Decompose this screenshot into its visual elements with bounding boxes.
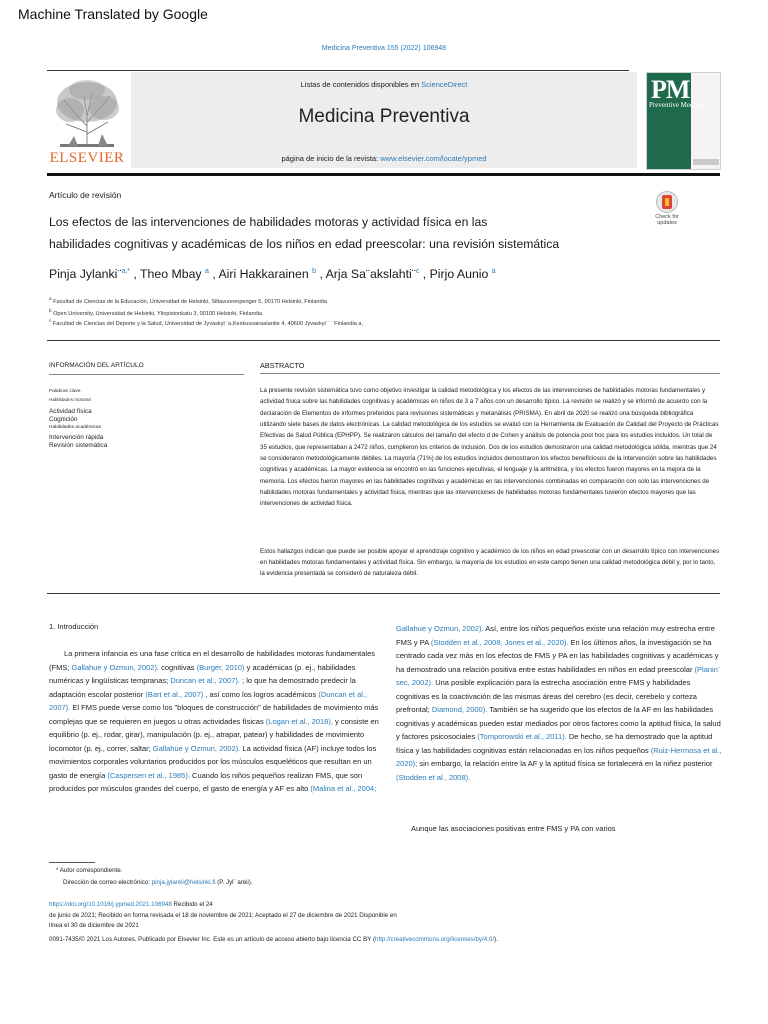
author-affiliation-marker[interactable]: a	[491, 267, 496, 275]
article-history	[49, 900, 719, 932]
citation-link[interactable]: (Planin¨ sec, 2002).	[396, 664, 721, 687]
citation-link[interactable]: (Duncan et al., 2007).	[49, 689, 368, 712]
author-name[interactable]: , Pirjo Aunio	[422, 267, 489, 281]
email-suffix: (P. Jyl¨ anki).	[215, 879, 253, 886]
author-affiliation-marker[interactable]: b	[312, 267, 317, 275]
machine-translation-label: Machine Translated by Google	[18, 6, 208, 22]
license-link[interactable]: http://creativecommons.org/licenses/by/4.0/	[375, 936, 495, 943]
keyword: Revisión sistemática	[49, 441, 108, 449]
citation-link[interactable]: (Stodden et al., 2008; Jones et al., 2020).	[430, 637, 569, 647]
abstract-paragraph-1: La presente revisión sistemática tuvo como objetivo investigar la calidad metodológica y los efectos de las intervenciones de habilidades motoras fundamentales y actividad física sobre las habilidades cognitivas y académicas en niños de 3 a 7 años con un desarrollo típico. La revisión se realizó y se informó de acuerdo con la declaración de Elementos de informes preferidos para revisiones sistemáticas y metanálisis (PRISMA). En abril de 2020 se realizó una búsqueda bibliográfica utilizando siete bases de datos electrónicas. La calidad metodológica de los estudios se evaluó con la Herramienta de Evaluación de Calidad del Proyecto de Prácticas Efectivas de Salud Pública (EPHPP). Se realizaron cálculos del tamaño del efecto d de Cohen y análisis de potencia post hoc para los estudios incluidos. Un total de 35 estudios, que representaban a 2472 niños, cumplieron los criterios de inclusión. Dos de los estudios demostraron una calidad metodológica sólida, mientras que 24 se consideraron metodológicamente débiles. La mayoría (71%) de los estudios incluidos demostraron los efectos beneficiosos de la intervención sobre las habilidades cognitivas y académicas. La mayor evidencia se encontró en las funciones ejecutivas, el lenguaje y la aritmética, y los efectos fueron mayores en la mejora de la memoria. Los efectos fueron mayores en las habilidades cognitivas y académicas en las intervenciones combinadas en comparación con solo las intervenciones de habilidades motoras fundamentales y actividad física, mientras que las intervenciones de habilidades motoras fundamentales tuvieron efectos mayores que las intervenciones de actividad física.	[260, 387, 719, 508]
journal-reference-link[interactable]: Medicina Preventiva 155 (2022) 106948	[321, 45, 447, 52]
body-column-right	[396, 622, 724, 784]
keyword: Cognición	[49, 416, 78, 424]
abstract-heading: ABSTRACTO	[260, 361, 305, 370]
intro-paragraph-continued	[396, 622, 724, 784]
journal-homepage-line	[131, 154, 637, 163]
journal-title: Medicina Preventiva	[298, 106, 470, 127]
body-text: . cognitivas	[156, 662, 197, 672]
affiliation-text: Facultad de Ciencias del Deporte y la Salud, Universidad de Jyvaskyl ¨a,Keskussairaalantie 4, 40600 Jyvaskyl ¨ ¨ Finlandia a,	[51, 320, 364, 327]
check-updates-label: Check for updates	[655, 214, 679, 226]
keywords-label: Palabras clave:	[49, 389, 82, 394]
header-top-rule	[47, 70, 629, 71]
body-text: El FMS puede verse como los "bloques de construcción" de habilidades de movimiento más complejas que se requieren en juegos u otras actividades físicas	[49, 703, 379, 726]
body-text: ; lo que ha demostrado predecir la adaptación escolar posterior	[49, 676, 356, 699]
homepage-link[interactable]: www.elsevier.com/locate/ypmed	[380, 154, 487, 163]
article-info-rule	[49, 374, 244, 375]
license-suffix: ).	[494, 936, 498, 943]
citation-link[interactable]: Gallahue y Ozmun, 2002).	[396, 624, 484, 633]
license-statement	[49, 936, 749, 943]
cover-pm-text: PM	[651, 75, 690, 104]
body-paragraph-start: Aunque las asociaciones positivas entre FMS y PA con varios	[411, 824, 616, 833]
body-text: La actividad física (AF) incluye todos los movimientos corporales voluntarios producidos por los músculos esqueléticos que resultan en un gasto de energía	[49, 743, 377, 780]
homepage-prefix: página de inicio de la revista:	[281, 154, 381, 163]
history-line-3: línea el 30 de diciembre de 2021	[49, 922, 139, 929]
keyword-list	[49, 408, 239, 450]
body-text: sin embargo, la relación entre la AF y la aptitud física se fortalecerá en la niñez posterior	[417, 759, 713, 768]
email-link[interactable]: pinja.jylanki@helsinki.fi	[151, 879, 216, 886]
doi-link[interactable]: https://doi.org/10.1016/j.ypmed.2021.106948	[49, 901, 172, 908]
received-text: Recibido el 24	[171, 901, 213, 908]
body-text: De hecho, se ha demostrado que la aptitud física y las habilidades cognitivas están relacionadas en los niños pequeños	[396, 732, 713, 755]
author-name[interactable]: , Airi Hakkarainen	[212, 267, 309, 281]
body-text: En los últimos años, la investigación se ha centrado cada vez más en los efectos de FMS y PA en las habilidades cognitivas y académicas y ha demostrado una relación positiva entre estas habilidades en niños en edad preescolar	[396, 637, 719, 674]
author-name[interactable]: Pinja Jylanki¨	[49, 267, 122, 281]
affiliation-letter: b	[49, 308, 52, 313]
body-text: y consiste en equilibrio (p. ej., rodar, girar), manipulación (p. ej., atrapar, patear) y habilidades de movimiento locomotor (p. ej., correr, saltar;	[49, 716, 379, 753]
journal-cover-thumbnail	[646, 72, 721, 170]
email-prefix: Dirección de correo electrónico:	[63, 879, 152, 886]
article-title-line-2: habilidades cognitivas y académicas de los niños en edad preescolar: una revisión sistemática	[49, 237, 560, 251]
affiliation-text: Facultad de Ciencias de la Educación, Universidad de Helsinki, Siltavuorenpenger 5, 00170 Helsinki, Finlandia	[51, 298, 328, 305]
article-title	[49, 211, 609, 255]
corresponding-author-note: * Autor correspondiente.	[56, 867, 123, 874]
header-bottom-rule	[47, 173, 720, 176]
author-affiliation-marker[interactable]: c	[415, 267, 420, 275]
article-info-heading: INFORMACIÓN DEL ARTÍCULO	[49, 362, 144, 369]
keyword-small: Habilidades académicas	[49, 424, 101, 430]
email-note	[63, 879, 252, 886]
article-title-line-1: Los efectos de las intervenciones de habilidades motoras y actividad física en las	[49, 215, 488, 229]
abstract-paragraph-2: Estos hallazgos indican que puede ser posible apoyar el aprendizaje cognitivo y académico de los niños en edad preescolar con un desarrollo típico con intervenciones en habilidades motoras fundamentales y actividad física. Sin embargo, la mayoría de los estudios en este campo tienen una calidad metodológica débil y, por lo tanto, la evidencia presentada se consideró de naturaleza débil.	[260, 548, 720, 578]
body-text: Una posible explicación para la estrecha asociación entre FMS y habilidades cognitivas es la coactivación de las mismas áreas del cerebro (es decir, cerebelo y corteza prefrontal;	[396, 678, 697, 714]
citation-link[interactable]: (Logan et al., 2018),	[265, 716, 333, 726]
citation-link[interactable]: (Caspersen et al., 1985).	[107, 770, 190, 780]
citation-link[interactable]: (Bart et al., 2007)	[145, 689, 204, 699]
intro-paragraph	[49, 647, 379, 796]
author-name[interactable]: , Arja Sa¨akslahti¨	[319, 267, 416, 281]
section-heading-introduction: 1. Introducción	[49, 622, 99, 631]
elsevier-wordmark: ELSEVIER	[49, 150, 125, 166]
abstract-rule	[260, 373, 720, 374]
author-affiliation-marker[interactable]: a	[205, 267, 209, 275]
license-prefix: 0091-7435/© 2021 Los Autores. Publicado por Elsevier Inc. Este es un artículo de acceso abierto bajo licencia CC BY (	[49, 936, 376, 943]
citation-link[interactable]: (Ruiz-Hermosa et al., 2020);	[396, 745, 722, 768]
check-for-updates-button[interactable]	[648, 191, 686, 231]
citation-link[interactable]: Duncan et al., 2007).	[170, 676, 243, 685]
author-affiliation-marker[interactable]: a,*	[121, 267, 131, 275]
body-text: También se ha sugerido que los efectos de la AF en las habilidades cognitivas y académicas pueden estar mediados por otros factores como la aptitud física, la salud y factores psicosociales	[396, 705, 721, 741]
citation-link[interactable]: (Malina et al., 2004;	[310, 784, 377, 793]
citation-link[interactable]: Diamond, 2000).	[431, 705, 488, 714]
affiliation-b	[49, 308, 262, 317]
cover-journal-name: Preventive Medicine	[649, 101, 708, 109]
abstract-bottom-rule	[47, 593, 720, 594]
section-divider	[47, 340, 720, 341]
contents-available-line	[131, 80, 637, 89]
body-text: La primera infancia es una fase crítica en el desarrollo de habilidades motoras fundamentales (FMS;	[49, 649, 376, 672]
history-line-1	[49, 900, 719, 911]
author-list	[49, 267, 669, 281]
body-text: Así, entre los niños pequeños existe una relación muy estrecha entre FMS y PA	[396, 624, 715, 647]
footnote-rule	[49, 862, 95, 863]
cover-footer-bar	[693, 159, 719, 165]
affiliation-c	[49, 318, 363, 327]
affiliation-text: Open University, Universidad de Helsinki, Yliopistonkatu 3, 00100 Helsinki, Finlandia	[51, 310, 263, 317]
bookmark-icon	[656, 191, 678, 213]
author-name[interactable]: , Theo Mbay	[133, 267, 202, 281]
body-column-left	[49, 647, 379, 796]
citation-link[interactable]: Gallahue y Ozmun, 2002)	[71, 662, 157, 672]
affiliation-a	[49, 296, 327, 305]
keyword-small: Habilidades motoras	[49, 397, 91, 402]
body-text: , así como los logros académicos	[203, 689, 319, 699]
affiliation-letter: c	[49, 318, 52, 323]
keyword: Intervención rápida	[49, 433, 104, 441]
citation-link[interactable]: (Tomporowski et al., 2011).	[477, 732, 567, 741]
article-type: Artículo de revisión	[49, 190, 122, 200]
citation-link[interactable]: Gallahue y Ozmun, 2002).	[152, 743, 241, 753]
sciencedirect-link[interactable]: ScienceDirect	[421, 80, 468, 89]
keyword: Actividad física	[49, 408, 92, 415]
citation-link[interactable]: (Burger, 2010)	[196, 662, 245, 672]
body-text: y académicas (p. ej., habilidades numéricas y lingüísticas tempranas;	[49, 662, 356, 685]
affiliation-letter: a	[49, 296, 52, 301]
history-line-2: de junio de 2021; Recibido en forma revisada el 18 de noviembre de 2021; Aceptado el 27 de diciembre de 2021 Disponible en	[49, 911, 397, 919]
citation-link[interactable]: (Stodden et al., 2008).	[396, 772, 471, 782]
contents-prefix: Listas de contenidos disponibles en	[300, 80, 422, 89]
body-text: Cuando los niños pequeños realizan FMS, que son producidos por músculos grandes del cuerpo, el gasto de energía y AF es alto	[49, 770, 363, 793]
